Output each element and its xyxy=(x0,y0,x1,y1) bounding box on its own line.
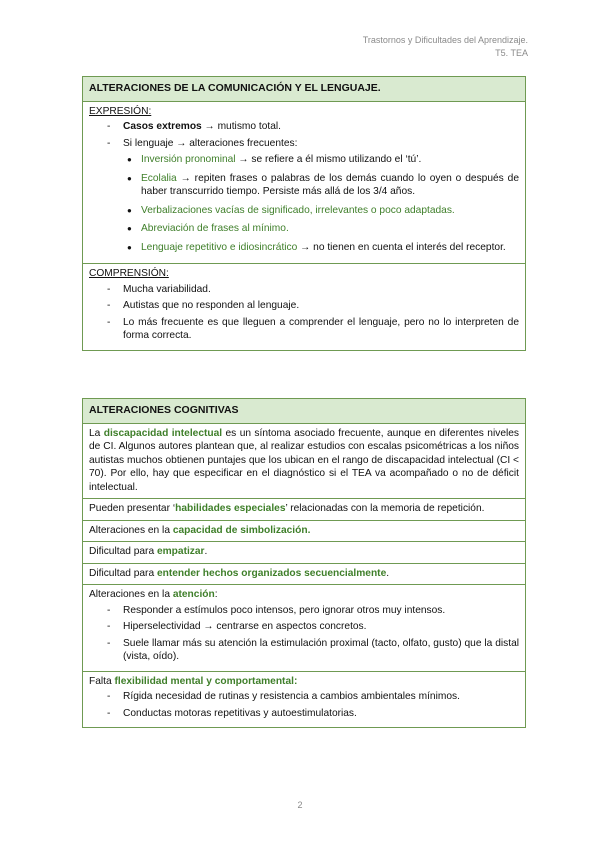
list-item: ● Verbalizaciones vacías de significado, irrelevantes o poco adaptadas. xyxy=(127,204,519,218)
list-item: - Si lenguaje → alteraciones frecuentes: xyxy=(89,137,519,151)
list-item: - Autistas que no responden al lenguaje. xyxy=(89,299,519,313)
table-row: Alteraciones en la atención: - Responder a estímulos poco intensos, pero ignorar otros muy intensos. - Hiperselectividad → centrarse en aspectos concretos. - Suele llamar más su atención la estimulación proximal (tacto, olfato, gusto) que la distal (vista, oído). xyxy=(83,584,525,671)
list-item: - Suele llamar más su atención la estimulación proximal (tacto, olfato, gusto) que la distal (vista, oído). xyxy=(89,637,519,664)
page-header xyxy=(363,34,528,60)
list-item: - Lo más frecuente es que lleguen a comprender el lenguaje, pero no lo interpreten de forma correcta. xyxy=(89,316,519,343)
section-heading: COMPRENSIÓN: xyxy=(89,268,169,279)
table-title: ALTERACIONES DE LA COMUNICACIÓN Y EL LENGUAJE. xyxy=(83,77,525,101)
expresion-section xyxy=(83,101,525,264)
list-item: ● Inversión pronominal → se refiere a él mismo utilizando el ‘tú’. xyxy=(127,153,519,167)
list-item: - Rígida necesidad de rutinas y resistencia a cambios ambientales mínimos. xyxy=(89,690,519,704)
list-item: - Responder a estímulos poco intensos, pero ignorar otros muy intensos. xyxy=(89,604,519,618)
list-item: ● Lenguaje repetitivo e idiosincrático → no tienen en cuenta el interés del receptor. xyxy=(127,241,519,255)
page-number: 2 xyxy=(297,800,303,810)
list-item: ● Abreviación de frases al mínimo. xyxy=(127,222,519,236)
table-row: La discapacidad intelectual es un síntoma asociado frecuente, aunque en diferentes niveles de CI. Algunos autores plantean que, al realizar estudios con escalas psicométricas a los niños autistas muchos obtienen puntajes que los ubican en el rango de discapacidad intelectual (CI < 70). Por ello, hay que especificar en el diagnóstico si el TEA va acompañado o no de déficit intelectual. xyxy=(83,423,525,499)
header-subject: Trastornos y Dificultades del Aprendizaje. xyxy=(362,35,528,45)
table-row: Pueden presentar ‘habilidades especiales’ relacionadas con la memoria de repetición. xyxy=(83,498,525,520)
list-item: - Hiperselectividad → centrarse en aspectos concretos. xyxy=(89,620,519,634)
header-topic: T5. TEA xyxy=(495,48,528,58)
list-item: ● Ecolalia → repiten frases o palabras de los demás cuando lo oyen o después de haber transcurrido tiempo. Persiste más allá de los 3/4 años. xyxy=(127,172,519,199)
list-item: - Mucha variabilidad. xyxy=(89,283,519,297)
table-row: Dificultad para entender hechos organizados secuencialmente. xyxy=(83,563,525,585)
table-cognitive xyxy=(82,398,526,728)
list-item: - Casos extremos → mutismo total. xyxy=(89,120,519,134)
table-communication xyxy=(82,76,526,351)
table-row: Falta flexibilidad mental y comportamental: - Rígida necesidad de rutinas y resistencia a cambios ambientales mínimos. - Conductas motoras repetitivas y autoestimulatorias. xyxy=(83,671,525,728)
table-row: Alteraciones en la capacidad de simbolización. xyxy=(83,520,525,542)
table-row: Dificultad para empatizar. xyxy=(83,541,525,563)
comprension-section xyxy=(83,263,525,350)
list-item: - Conductas motoras repetitivas y autoestimulatorias. xyxy=(89,707,519,721)
section-heading: EXPRESIÓN: xyxy=(89,105,152,117)
table-title: ALTERACIONES COGNITIVAS xyxy=(83,399,525,423)
